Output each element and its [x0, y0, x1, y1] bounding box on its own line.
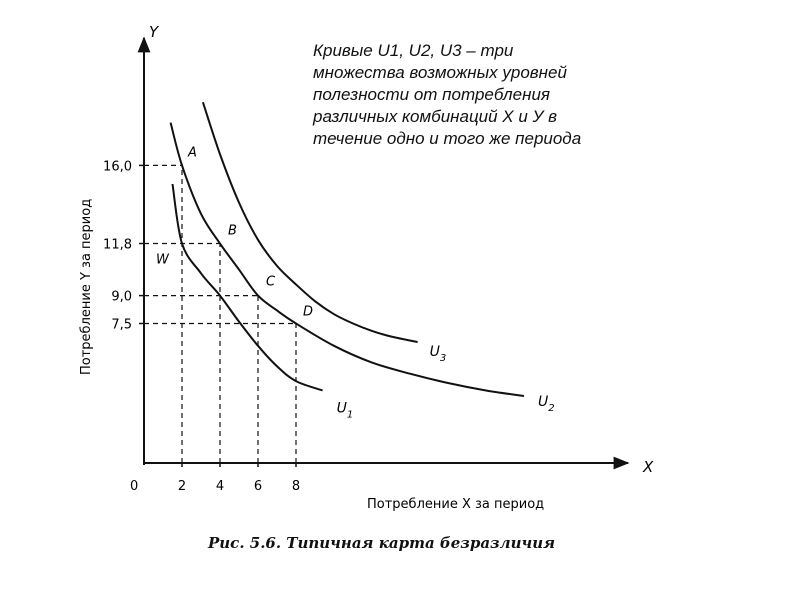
curve-label-u1: $U_1$: [336, 400, 354, 421]
y-axis-label: Потребление Y за период: [79, 198, 94, 375]
point-label-b: B: [228, 223, 237, 239]
x-tick-label: 6: [253, 479, 263, 494]
point-label-d: D: [303, 304, 314, 320]
x-axis-name: X: [643, 458, 654, 476]
y-tick-label: 9,0: [111, 289, 132, 305]
x-tick-labels: [178, 463, 300, 494]
y-tick-label: 16,0: [103, 159, 132, 175]
point-label-w: W: [156, 252, 169, 268]
y-tick-labels: [103, 159, 144, 332]
x-tick-label: 2: [177, 479, 187, 494]
x-tick-label: 4: [215, 479, 225, 494]
note-line: различных комбинаций X и У в: [313, 107, 558, 126]
point-label-c: C: [266, 274, 276, 290]
point-label-a: A: [188, 145, 197, 161]
figure-caption: Рис. 5.6. Типичная карта безразличия: [208, 534, 556, 552]
annotation-note: [313, 40, 653, 150]
origin-label: 0: [130, 479, 139, 494]
curve-label-u2: $U_2$: [538, 394, 555, 415]
note-line: полезности от потребления: [313, 85, 550, 104]
y-axis-name: Y: [149, 23, 159, 41]
note-line: Кривые U1, U2, U3 – три: [313, 41, 514, 60]
y-tick-label: 7,5: [111, 317, 132, 333]
guide-lines: [144, 165, 296, 463]
x-axis-label: Потребление X за период: [367, 497, 545, 512]
x-tick-label: 8: [291, 479, 301, 494]
note-line: множества возможных уровней: [313, 63, 567, 82]
curve-label-u3: $U_3$: [429, 344, 447, 365]
y-tick-label: 11,8: [103, 237, 132, 253]
note-line: течение одно и того же периода: [313, 129, 582, 148]
